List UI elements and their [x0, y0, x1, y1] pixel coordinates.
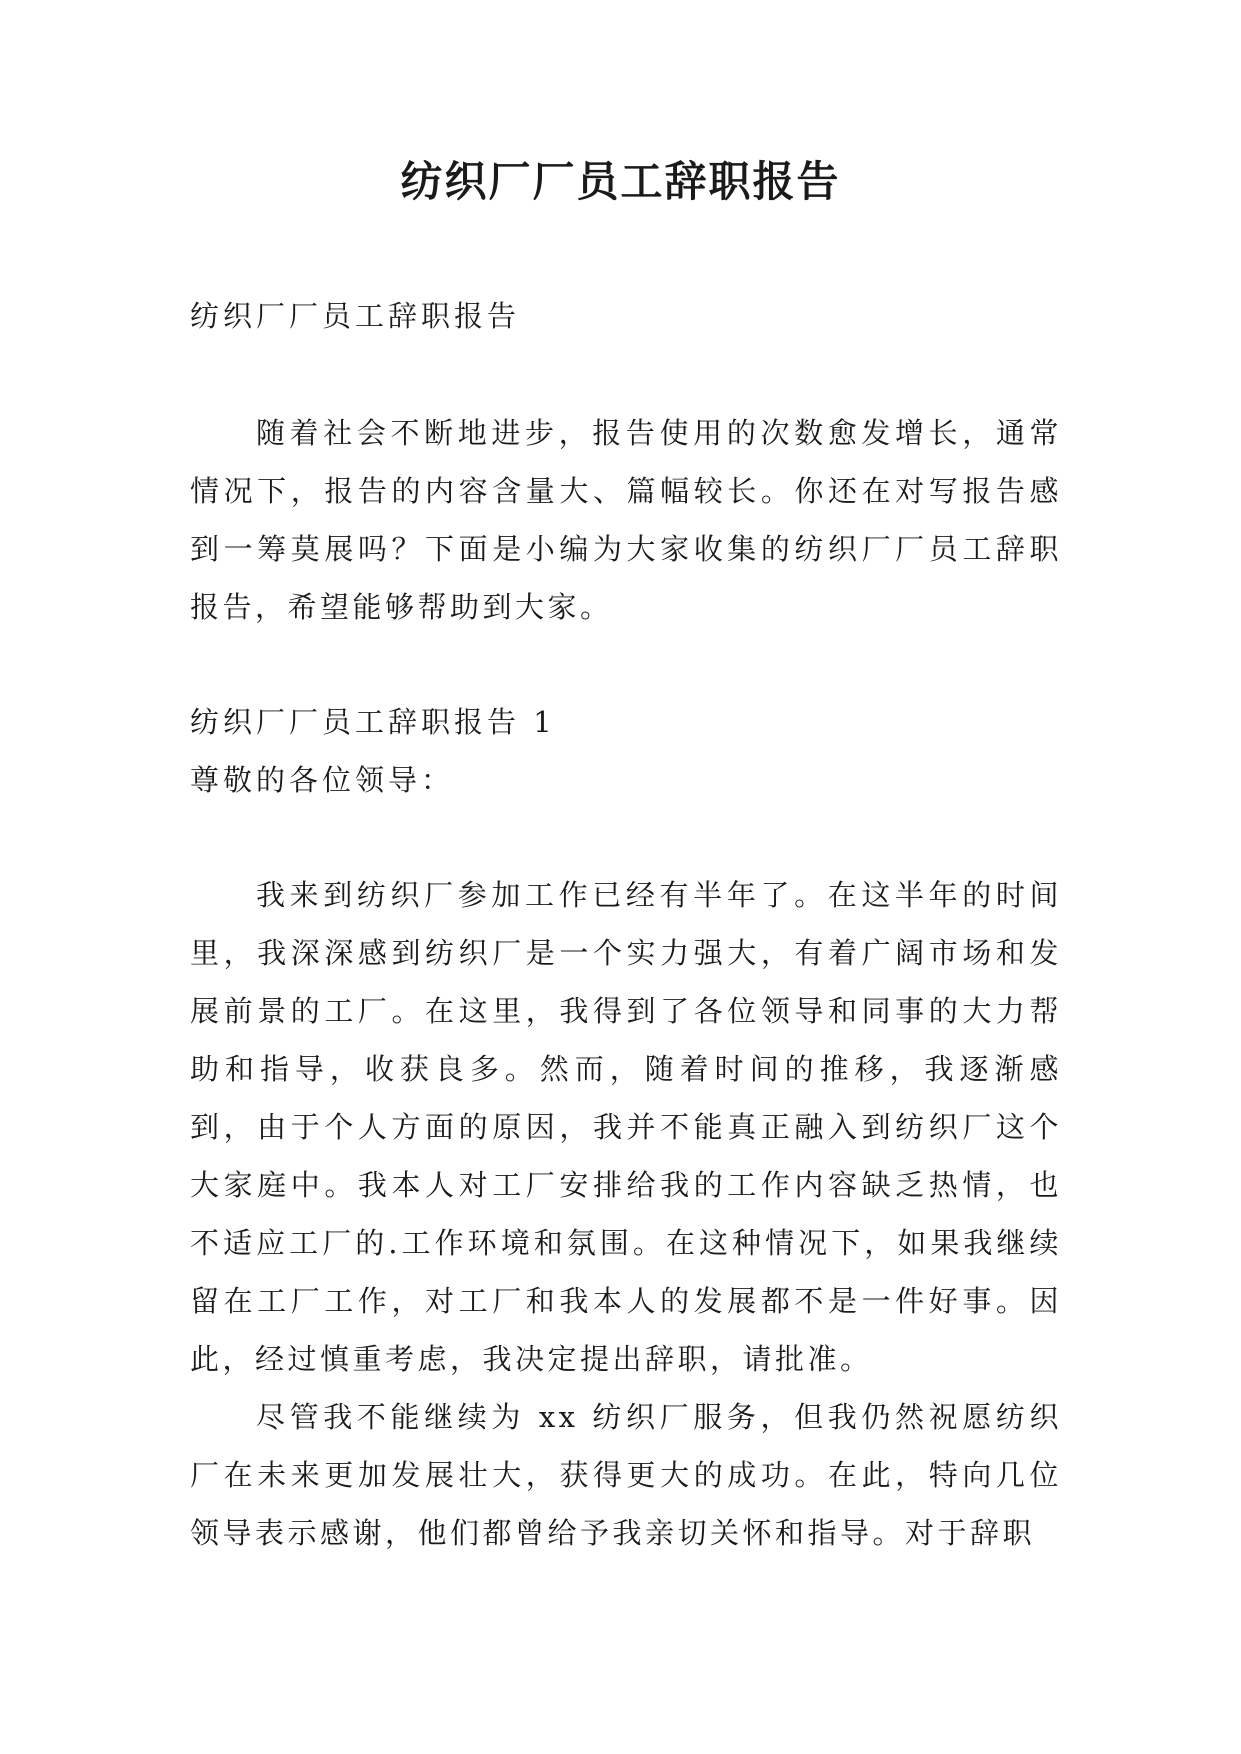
body-paragraph: 尽管我不能继续为 xx 纺织厂服务，但我仍然祝愿纺织厂在未来更加发展壮大，获得更大的成功。在此，特向几位领导表示感谢，他们都曾给予我亲切关怀和指导。对于辞职	[190, 1400, 1062, 1550]
section-heading: 纺织厂厂员工辞职报告 1	[190, 705, 556, 739]
salutation: 尊敬的各位领导：	[190, 763, 455, 797]
document-subtitle: 纺织厂厂员工辞职报告	[190, 299, 521, 333]
document-title: 纺织厂厂员工辞职报告	[400, 157, 841, 206]
intro-paragraph: 随着社会不断地进步，报告使用的次数愈发增长，通常情况下，报告的内容含量大、篇幅较长。你还在对写报告感到一筹莫展吗？下面是小编为大家收集的纺织厂厂员工辞职报告，希望能够帮助到大家。	[190, 416, 1062, 624]
body-paragraph: 我来到纺织厂参加工作已经有半年了。在这半年的时间里，我深深感到纺织厂是一个实力强大，有着广阔市场和发展前景的工厂。在这里，我得到了各位领导和同事的大力帮助和指导，收获良多。然而，随着时间的推移，我逐渐感到，由于个人方面的原因，我并不能真正融入到纺织厂这个大家庭中。我本人对工厂安排给我的工作内容缺乏热情，也不适应工厂的.工作环境和氛围。在这种情况下，如果我继续留在工厂工作，对工厂和我本人的发展都不是一件好事。因此，经过慎重考虑，我决定提出辞职，请批准。	[190, 878, 1062, 1376]
